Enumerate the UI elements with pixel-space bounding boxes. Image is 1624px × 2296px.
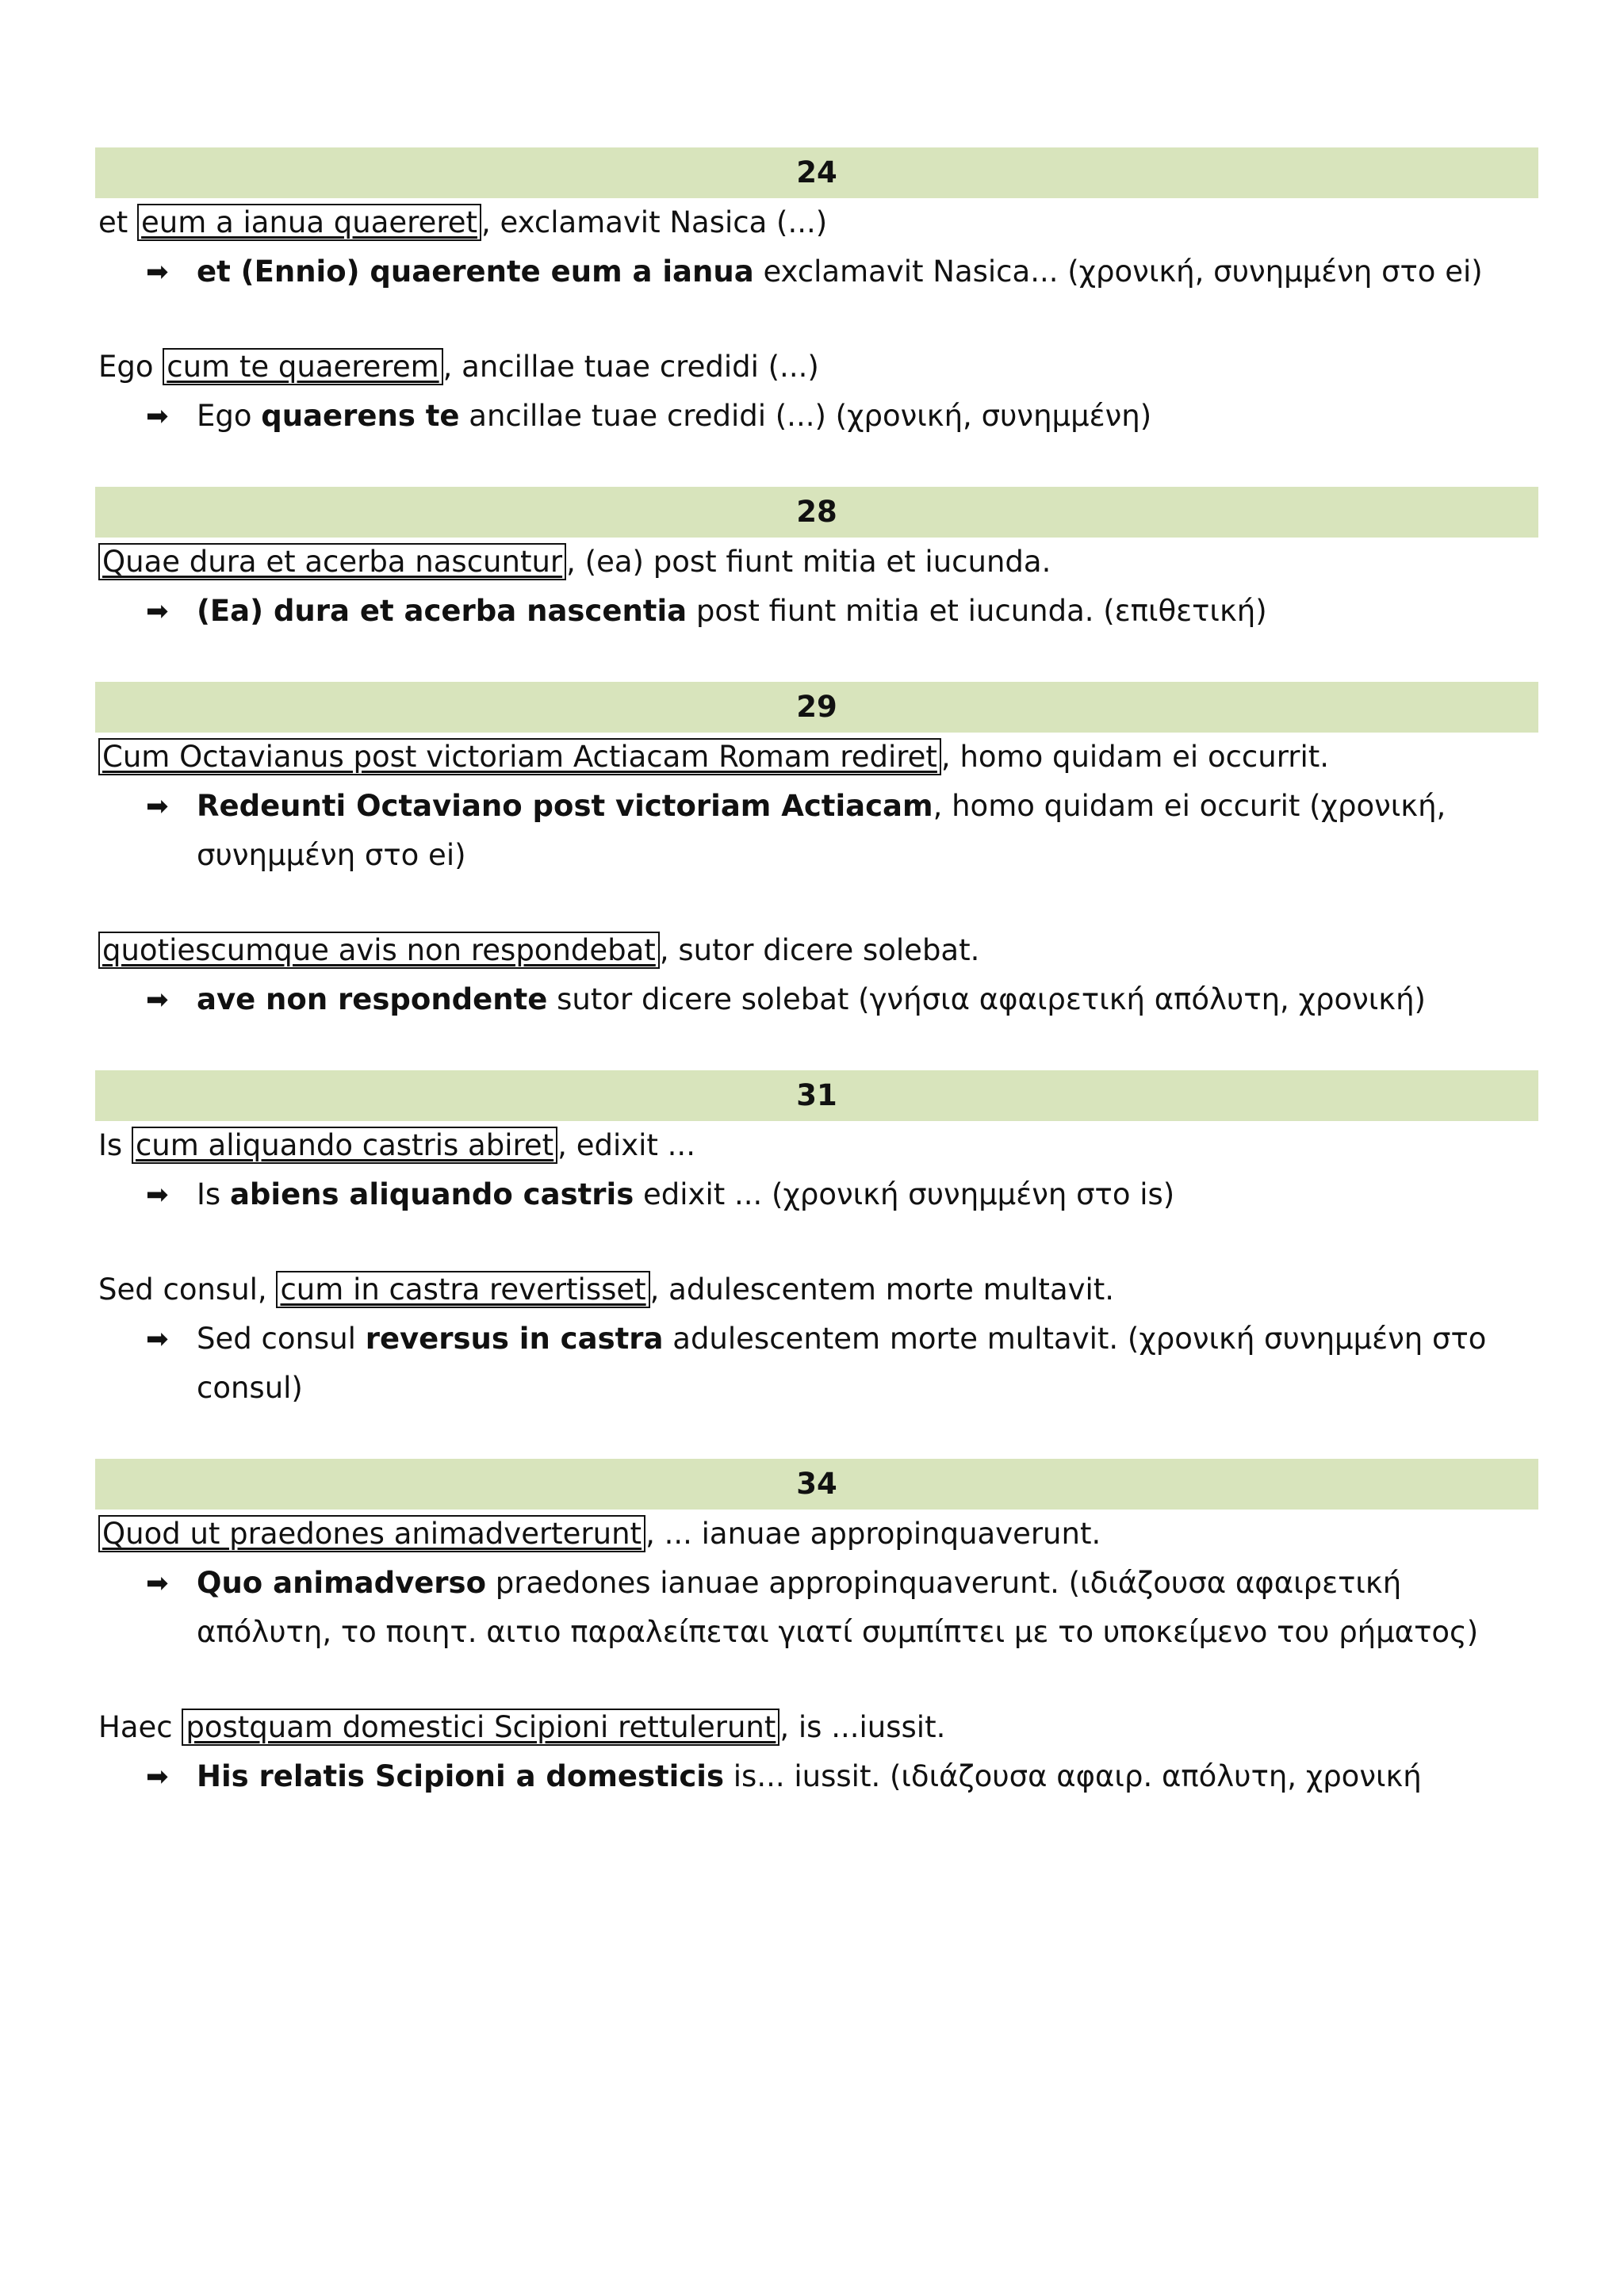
transform-post: , homo quidam ei occurit (χρονική, συνημμένη στο ei) (197, 789, 1446, 872)
transformed-sentence (95, 587, 1538, 636)
source-post: , ancillae tuae credidi (...) (442, 350, 819, 384)
transform-post: sutor dicere solebat (γνήσια αφαιρετική απόλυτη, χρονική) (547, 982, 1426, 1016)
source-post: , edixit ... (557, 1128, 695, 1162)
example-entry (95, 1265, 1538, 1413)
example-entry (95, 198, 1538, 297)
transform-post: post fiunt mitia et iucunda. (επιθετική) (687, 594, 1267, 628)
transform-post: is... iussit. (ιδιάζουσα αφαιρ. απόλυτη, χρονική (724, 1759, 1422, 1793)
arrow-right-icon: ➡ (146, 256, 169, 288)
source-pre: et (98, 205, 138, 239)
boxed-clause: Cum Octavianus post victoriam Actiacam Romam rediret (98, 738, 941, 775)
boxed-clause: Quae dura et acerba nascuntur (98, 543, 566, 580)
source-post: , sutor dicere solebat. (659, 933, 980, 967)
source-post: , (ea) post fiunt mitia et iucunda. (566, 545, 1051, 579)
source-post: , adulescentem morte multavit. (649, 1272, 1115, 1307)
example-entry (95, 1703, 1538, 1801)
source-sentence (95, 1510, 1538, 1559)
document-page (95, 147, 1538, 1847)
source-sentence (95, 1121, 1538, 1170)
arrow-right-icon: ➡ (146, 400, 169, 432)
source-sentence (95, 538, 1538, 587)
source-post: , exclamavit Nasica (...) (481, 205, 828, 239)
boxed-clause: postquam domestici Scipioni rettulerunt (182, 1709, 779, 1746)
section-header: 29 (95, 682, 1538, 733)
example-entry (95, 1510, 1538, 1657)
arrow-right-icon: ➡ (146, 1567, 169, 1599)
participle-phrase: quaerens te (261, 399, 460, 433)
transformed-sentence (95, 782, 1538, 880)
example-entry (95, 1121, 1538, 1219)
source-sentence (95, 342, 1538, 392)
transform-pre: Is (197, 1177, 230, 1211)
section-header: 34 (95, 1459, 1538, 1510)
transformed-sentence (95, 975, 1538, 1024)
boxed-clause: cum te quaererem (163, 348, 442, 385)
participle-phrase: et (Ennio) quaerente eum a ianua (197, 254, 754, 289)
example-entry (95, 926, 1538, 1024)
transform-pre: Ego (197, 399, 262, 433)
arrow-right-icon: ➡ (146, 984, 169, 1016)
boxed-clause: cum in castra revertisset (276, 1271, 649, 1308)
transform-post: edixit ... (χρονική συνημμένη στο is) (634, 1177, 1175, 1211)
source-post: , ... ianuae appropinquaverunt. (645, 1517, 1101, 1551)
boxed-clause: cum aliquando castris abiret (132, 1127, 557, 1164)
source-pre: Sed consul, (98, 1272, 277, 1307)
transformed-sentence (95, 1314, 1538, 1413)
boxed-clause: eum a ianua quaereret (137, 204, 481, 241)
transformed-sentence (95, 247, 1538, 297)
section-header: 24 (95, 147, 1538, 198)
source-post: , homo quidam ei occurrit. (940, 740, 1330, 774)
participle-phrase: (Ea) dura et acerba nascentia (197, 594, 688, 628)
participle-phrase: Redeunti Octaviano post victoriam Actiacam (197, 789, 933, 823)
transformed-sentence (95, 1170, 1538, 1219)
source-sentence (95, 198, 1538, 247)
arrow-right-icon: ➡ (146, 1179, 169, 1211)
transformed-sentence (95, 392, 1538, 441)
participle-phrase: reversus in castra (365, 1322, 664, 1356)
arrow-right-icon: ➡ (146, 595, 169, 627)
arrow-right-icon: ➡ (146, 1761, 169, 1793)
section-header: 31 (95, 1070, 1538, 1121)
section-28 (95, 487, 1538, 636)
boxed-clause: quotiescumque avis non respondebat (98, 932, 660, 969)
transform-post: ancillae tuae credidi (...) (χρονική, συνημμένη) (459, 399, 1152, 433)
participle-phrase: His relatis Scipioni a domesticis (197, 1759, 725, 1793)
source-sentence (95, 1265, 1538, 1314)
arrow-right-icon: ➡ (146, 790, 169, 822)
section-31 (95, 1070, 1538, 1413)
transform-pre: Sed consul (197, 1322, 366, 1356)
participle-phrase: abiens aliquando castris (229, 1177, 634, 1211)
section-29 (95, 682, 1538, 1024)
source-pre: Haec (98, 1710, 182, 1744)
transform-post: exclamavit Nasica... (χρονική, συνημμένη στο ei) (753, 254, 1483, 289)
section-header: 28 (95, 487, 1538, 538)
example-entry (95, 538, 1538, 636)
transformed-sentence (95, 1559, 1538, 1657)
source-sentence (95, 733, 1538, 782)
transform-post: adulescentem morte multavit. (χρονική συνημμένη στο consul) (197, 1322, 1487, 1405)
source-pre: Ego (98, 350, 163, 384)
source-sentence (95, 1703, 1538, 1752)
transform-post: praedones ianuae appropinquaverunt. (ιδιάζουσα αφαιρετική απόλυτη, το ποιητ. αιτιο παραλείπεται γιατί συμπίπτει με το υποκείμενο του ρήματος) (197, 1566, 1479, 1649)
source-sentence (95, 926, 1538, 975)
source-pre: Is (98, 1128, 132, 1162)
section-34 (95, 1459, 1538, 1801)
boxed-clause: Quod ut praedones animadverterunt (98, 1515, 645, 1552)
participle-phrase: Quo animadverso (197, 1566, 486, 1600)
transformed-sentence (95, 1752, 1538, 1801)
section-24 (95, 147, 1538, 441)
source-post: , is ...iussit. (779, 1710, 946, 1744)
example-entry (95, 733, 1538, 880)
example-entry (95, 342, 1538, 441)
participle-phrase: ave non respondente (197, 982, 548, 1016)
arrow-right-icon: ➡ (146, 1323, 169, 1355)
